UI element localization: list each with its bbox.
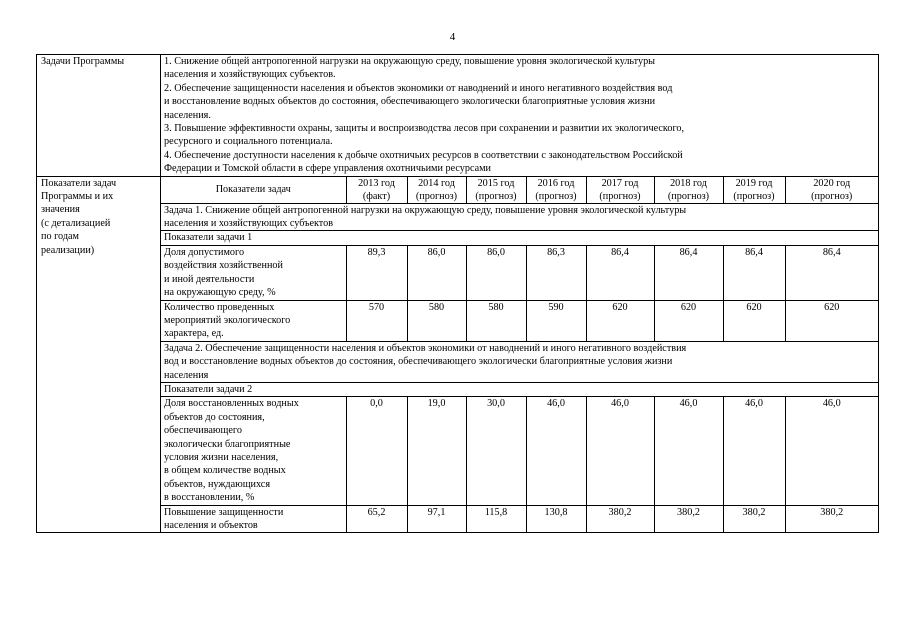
indicators-label-line: значения: [41, 204, 80, 216]
indicators-label-line: Показатели задач: [41, 177, 117, 189]
year-label: 2018 год: [670, 177, 707, 189]
year-header: [785, 177, 878, 204]
program-tasks-text: [161, 55, 879, 177]
indicator-value: 86,3: [526, 245, 586, 300]
indicator-value: 46,0: [723, 397, 785, 505]
indicator-row: [161, 245, 878, 300]
indicator-value: 130,8: [526, 505, 586, 532]
program-task-line: населения.: [164, 109, 211, 121]
program-task-line: 1. Снижение общей антропогенной нагрузки на окружающую среду, повышение уровня экологической культуры: [164, 56, 656, 67]
task1-title-line: Задача 1. Снижение общей антропогенной нагрузки на окружающую среду, повышение уровня экологической культуры: [164, 204, 687, 216]
task1-title-line: населения и хозяйствующих субъектов: [164, 218, 334, 230]
task-indicators-label-row: [161, 382, 878, 396]
indicators-name-header: Показатели задач: [161, 177, 346, 204]
indicator-value: 46,0: [785, 397, 878, 505]
indicator-name-line: Доля восстановленных водных: [164, 398, 299, 410]
year-header: [346, 177, 407, 204]
indicator-name-line: Доля допустимого: [164, 246, 245, 258]
year-label: 2015 год: [477, 177, 515, 189]
indicator-value: 620: [785, 300, 878, 341]
task1-indicators-label: Показатели задачи 1: [161, 231, 878, 245]
year-label: 2014 год: [418, 177, 455, 189]
indicator-value: 570: [346, 300, 407, 341]
task2-title: [161, 341, 878, 382]
indicator-value: 86,4: [586, 245, 654, 300]
indicator-value: 89,3: [346, 245, 407, 300]
indicator-value: 86,0: [466, 245, 526, 300]
indicator-name-line: условия жизни населения,: [164, 451, 279, 463]
indicator-name: [161, 300, 346, 341]
indicators-table: [161, 177, 878, 533]
year-header: [586, 177, 654, 204]
program-tasks-label: Задачи Программы: [37, 55, 161, 177]
task2-indicators-label: Показатели задачи 2: [161, 382, 878, 396]
indicator-name: [161, 505, 346, 532]
task2-title-line: вод и восстановление водных объектов до состояния, обеспечивающего экологически благоприятные условия жизни: [164, 356, 673, 368]
indicator-value: 380,2: [785, 505, 878, 532]
year-header: [723, 177, 785, 204]
indicator-name-line: населения и объектов: [164, 520, 258, 531]
program-task-line: ресурсного и социального потенциала.: [164, 136, 333, 148]
indicator-value: 380,2: [723, 505, 785, 532]
indicators-label-line: (с детализацией: [41, 217, 111, 229]
page-number: 4: [449, 31, 456, 43]
year-note: (факт): [362, 190, 391, 202]
indicator-value: 115,8: [466, 505, 526, 532]
indicator-value: 46,0: [526, 397, 586, 505]
year-label: 2013 год: [358, 177, 395, 189]
year-note: (прогноз): [667, 190, 710, 202]
indicator-value: 620: [654, 300, 723, 341]
year-note: (прогноз): [733, 190, 775, 202]
indicator-value: 620: [586, 300, 654, 341]
indicator-value: 19,0: [407, 397, 466, 505]
indicator-row: [161, 505, 878, 532]
indicators-header-row: [161, 177, 878, 204]
program-task-line: населения и хозяйствующих субъектов.: [164, 69, 336, 81]
indicators-label-line: реализации): [41, 244, 95, 256]
indicators-label-line: по годам: [41, 231, 79, 243]
indicator-value: 86,0: [407, 245, 466, 300]
indicator-name-line: на окружающую среду, %: [164, 287, 276, 299]
task2-title-line: Задача 2. Обеспечение защищенности населения и объектов экономики от наводнений и иного негативного воздействия: [164, 342, 687, 354]
indicators-label: [37, 176, 161, 533]
task-indicators-label-row: [161, 231, 878, 245]
year-note: (прогноз): [599, 190, 641, 202]
indicator-value: 580: [466, 300, 526, 341]
indicator-value: 580: [407, 300, 466, 341]
indicator-name-line: Повышение защищенности: [164, 506, 284, 518]
indicators-row: [37, 176, 879, 533]
year-note: (прогноз): [415, 190, 458, 202]
indicator-name: [161, 397, 346, 505]
indicator-value: 97,1: [407, 505, 466, 532]
year-header: [654, 177, 723, 204]
task2-title-line: населения: [164, 369, 209, 381]
indicator-name-line: характера, ед.: [164, 328, 224, 340]
indicators-label-line: Программы и их: [41, 191, 114, 203]
indicator-name-line: экологически благоприятные: [164, 438, 291, 450]
task1-title: [161, 203, 878, 231]
program-task-line: 3. Повышение эффективности охраны, защиты и воспроизводства лесов при сохранении и развитии их экологического,: [164, 123, 685, 135]
year-header: [466, 177, 526, 204]
indicator-value: 86,4: [785, 245, 878, 300]
year-label: 2020 год: [813, 177, 851, 189]
program-task-line: 2. Обеспечение защищенности населения и объектов экономики от наводнений и иного негативного воздействия вод: [164, 82, 673, 94]
indicator-name-line: Количество проведенных: [164, 301, 275, 313]
task-title-row: [161, 341, 878, 382]
program-tasks-row: [37, 55, 879, 177]
year-note: (прогноз): [475, 190, 517, 202]
task-title-row: [161, 203, 878, 231]
year-label: 2017 год: [601, 177, 639, 189]
program-task-line: и восстановление водных объектов до состояния, обеспечивающего экологически благоприятные условия жизни: [164, 96, 656, 108]
program-task-line: 4. Обеспечение доступности населения к добыче охотничьих ресурсов в соответствии с законодательством Российской: [164, 149, 683, 161]
indicator-name-line: и иной деятельности: [164, 273, 255, 285]
indicator-name-line: мероприятий экологического: [164, 314, 291, 326]
indicator-name-line: объектов, нуждающихся: [164, 478, 271, 490]
indicator-value: 86,4: [654, 245, 723, 300]
indicator-value: 0,0: [346, 397, 407, 505]
indicator-row: [161, 300, 878, 341]
program-task-line: Федерации и Томской области в сфере управления охотничьими ресурсами: [164, 163, 492, 175]
year-header: [407, 177, 466, 204]
indicator-row: [161, 397, 878, 505]
year-label: 2016 год: [537, 177, 575, 189]
indicator-name: [161, 245, 346, 300]
indicators-cell: [161, 176, 879, 533]
indicator-name-line: в общем количестве водных: [164, 465, 286, 477]
indicator-value: 86,4: [723, 245, 785, 300]
indicator-value: 380,2: [586, 505, 654, 532]
year-note: (прогноз): [535, 190, 577, 202]
year-label: 2019 год: [735, 177, 773, 189]
indicator-value: 380,2: [654, 505, 723, 532]
indicator-name-line: обеспечивающего: [164, 425, 242, 437]
indicator-value: 46,0: [654, 397, 723, 505]
year-header: [526, 177, 586, 204]
program-passport-table: [36, 54, 879, 533]
indicator-name-line: в восстановлении, %: [164, 492, 255, 504]
indicator-value: 590: [526, 300, 586, 341]
year-note: (прогноз): [811, 190, 853, 202]
indicator-value: 46,0: [586, 397, 654, 505]
indicator-value: 30,0: [466, 397, 526, 505]
indicator-value: 65,2: [346, 505, 407, 532]
indicator-value: 620: [723, 300, 785, 341]
indicator-name-line: воздействия хозяйственной: [164, 260, 283, 272]
indicator-name-line: объектов до состояния,: [164, 411, 265, 423]
